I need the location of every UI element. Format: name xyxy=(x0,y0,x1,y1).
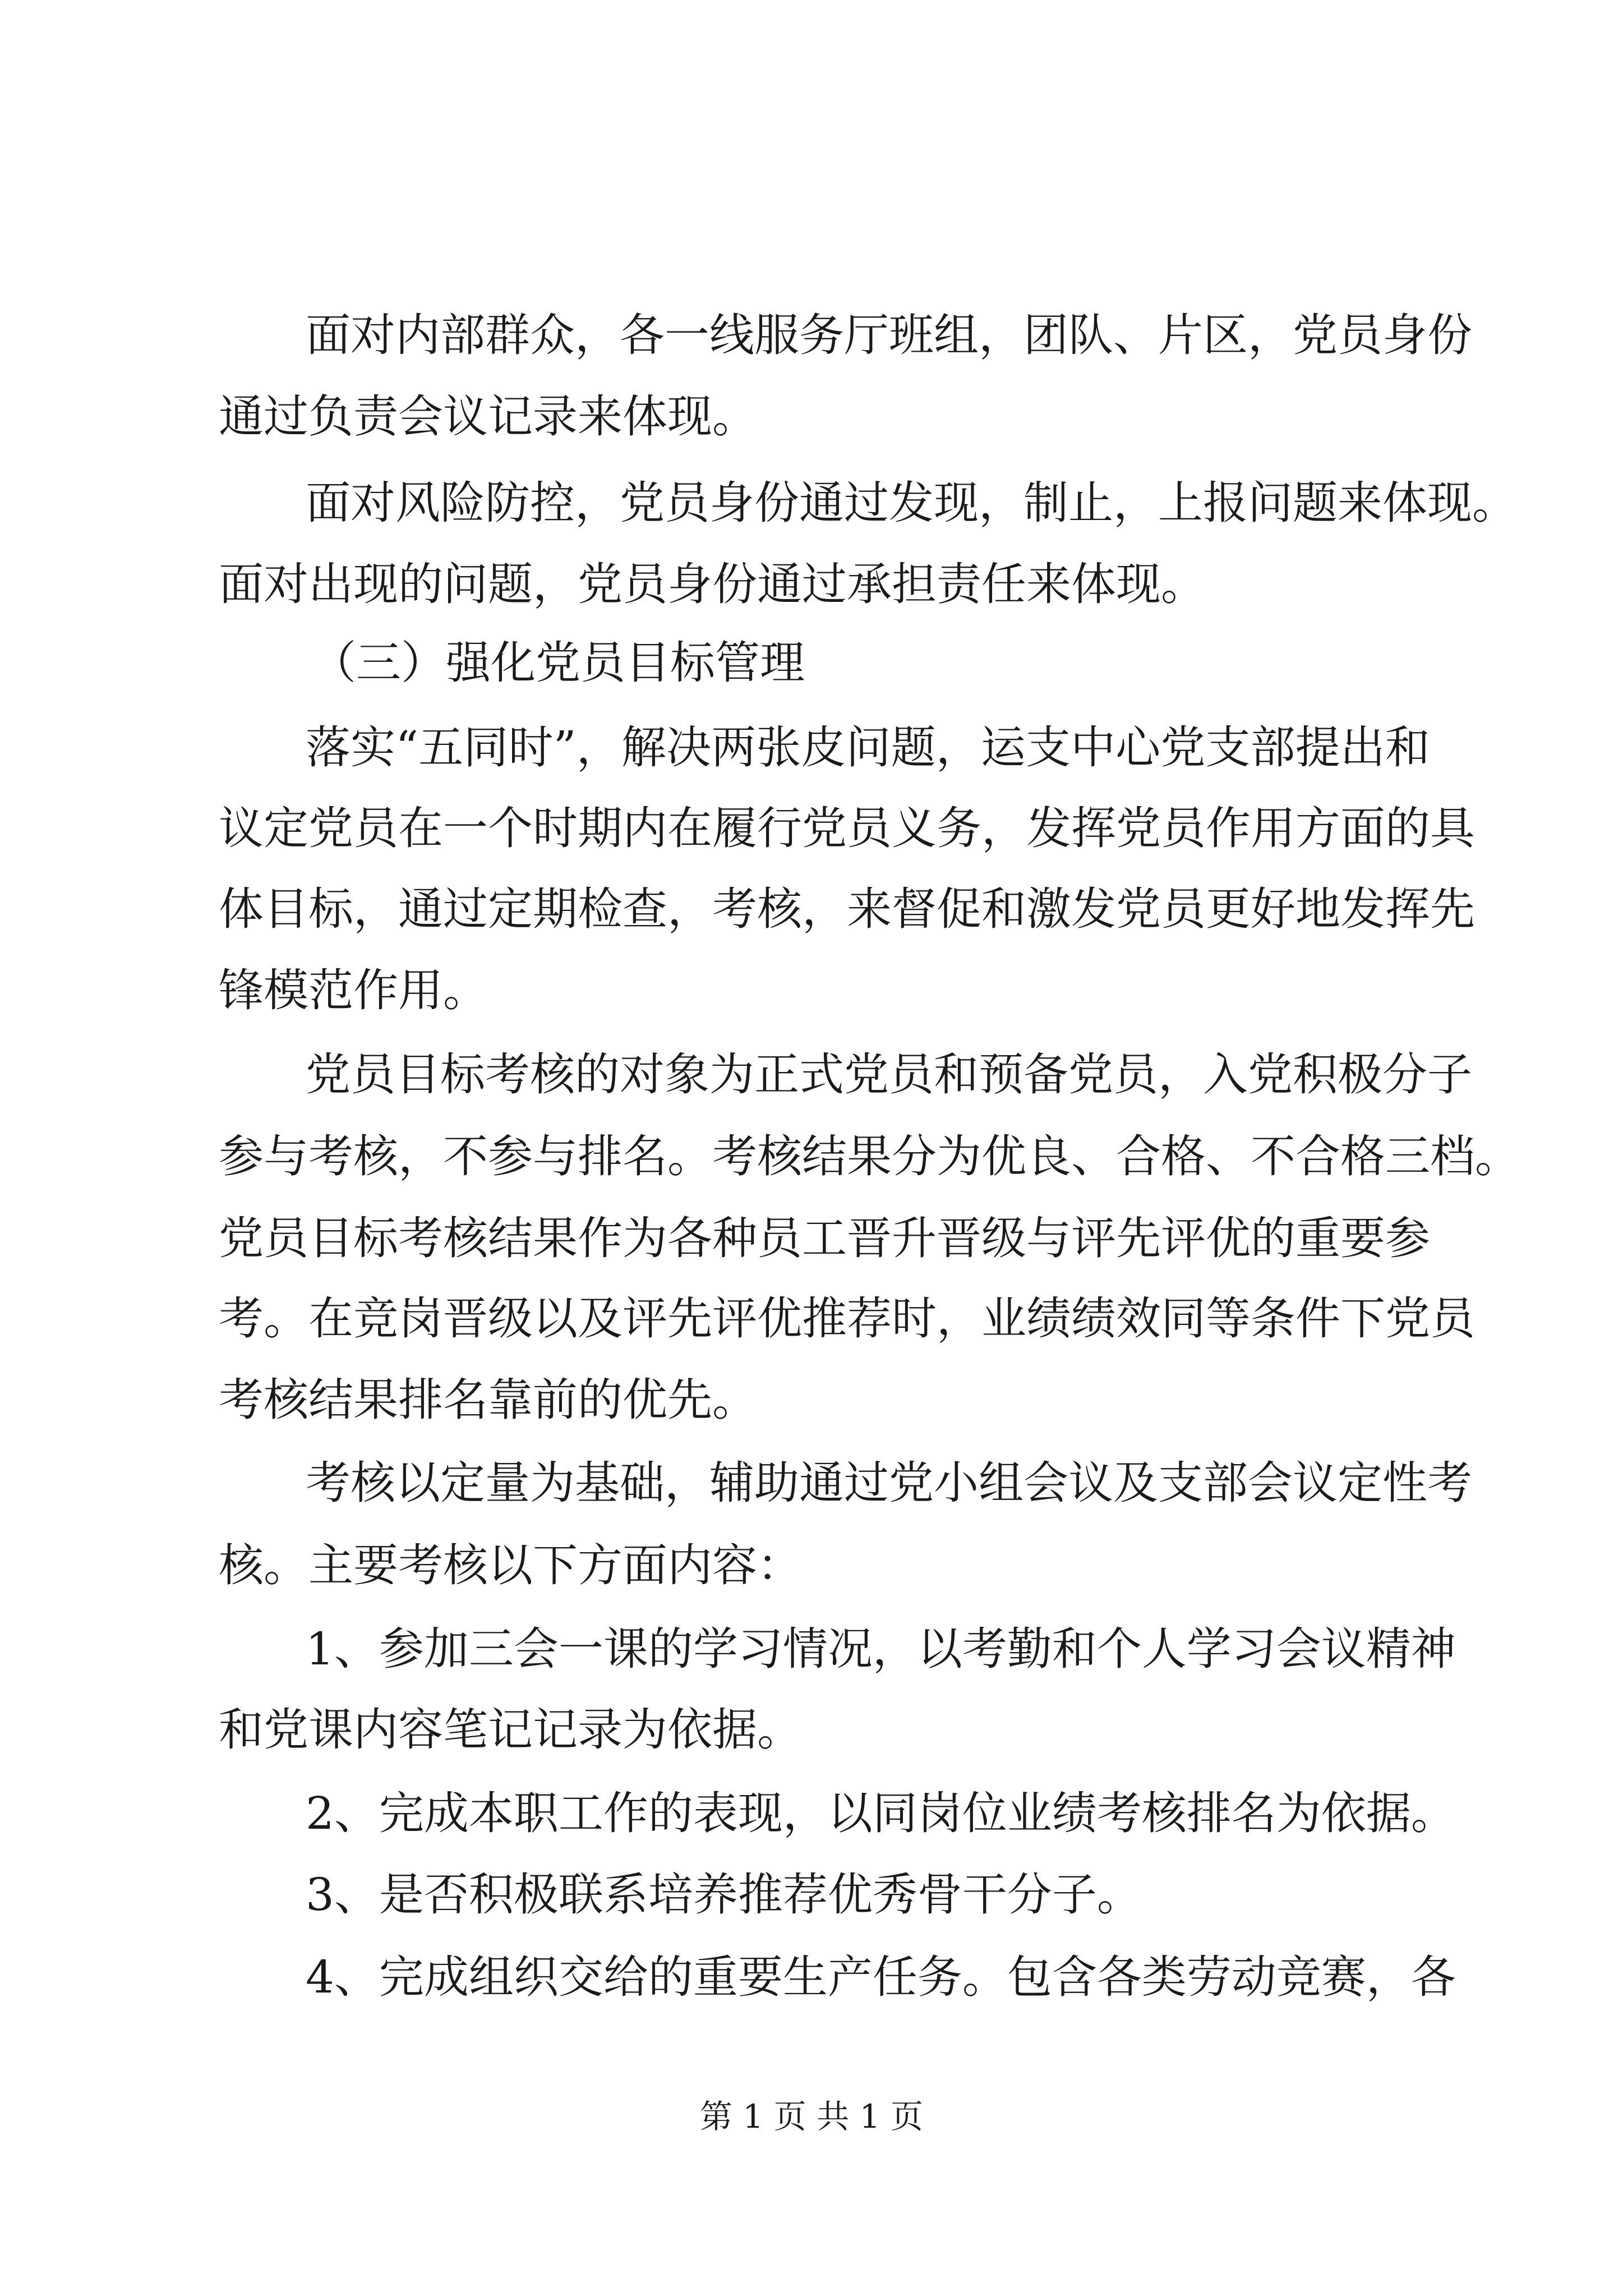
paragraph-line: 面对出现的问题，党员身份通过承担责任来体现。 xyxy=(219,558,1206,610)
paragraph-line: 落实“五同时”，解决两张皮问题，运支中心党支部提出和 xyxy=(306,721,1430,774)
list-item-line: 3、是否积极联系培养推荐优秀骨干分子。 xyxy=(306,1869,1142,1921)
paragraph-line: 体目标，通过定期检查，考核，来督促和激发党员更好地发挥先 xyxy=(219,883,1475,935)
paragraph-line: 考核以定量为基础，辅助通过党小组会议及支部会议定性考 xyxy=(306,1457,1472,1509)
list-item-line: 1、参加三会一课的学习情况，以考勤和个人学习会议精神 xyxy=(306,1623,1456,1675)
paragraph-line: 通过负责会议记录来体现。 xyxy=(219,390,757,443)
page-number-footer: 第 1 页 共 1 页 xyxy=(700,2097,923,2136)
list-item-line: 2、完成本职工作的表现，以同岗位业绩考核排名为依据。 xyxy=(306,1787,1456,1839)
paragraph-line: 议定党员在一个时期内在履行党员义务，发挥党员作用方面的具 xyxy=(219,802,1475,854)
paragraph-line: 考。在竞岗晋级以及评先评优推荐时，业绩绩效同等条件下党员 xyxy=(219,1292,1475,1345)
list-item-line: 4、完成组织交给的重要生产任务。包含各类劳动竞赛，各 xyxy=(306,1951,1456,2003)
list-item-line: 和党课内容笔记记录为依据。 xyxy=(219,1704,802,1756)
paragraph-line: 锋模范作用。 xyxy=(219,964,488,1016)
paragraph-line: 核。主要考核以下方面内容： xyxy=(219,1539,802,1591)
paragraph-line: 参与考核，不参与排名。考核结果分为优良、合格、不合格三档。 xyxy=(219,1130,1520,1182)
section-heading: （三）强化党员目标管理 xyxy=(311,637,805,689)
paragraph-line: 党员目标考核结果作为各种员工晋升晋级与评先评优的重要参 xyxy=(219,1212,1430,1264)
paragraph-line: 党员目标考核的对象为正式党员和预备党员，入党积极分子 xyxy=(306,1048,1472,1101)
paragraph-line: 面对风险防控，党员身份通过发现，制止，上报问题来体现。 xyxy=(306,477,1517,529)
paragraph-line: 考核结果排名靠前的优先。 xyxy=(219,1374,757,1426)
paragraph-line: 面对内部群众，各一线服务厅班组，团队、片区，党员身份 xyxy=(306,309,1472,361)
